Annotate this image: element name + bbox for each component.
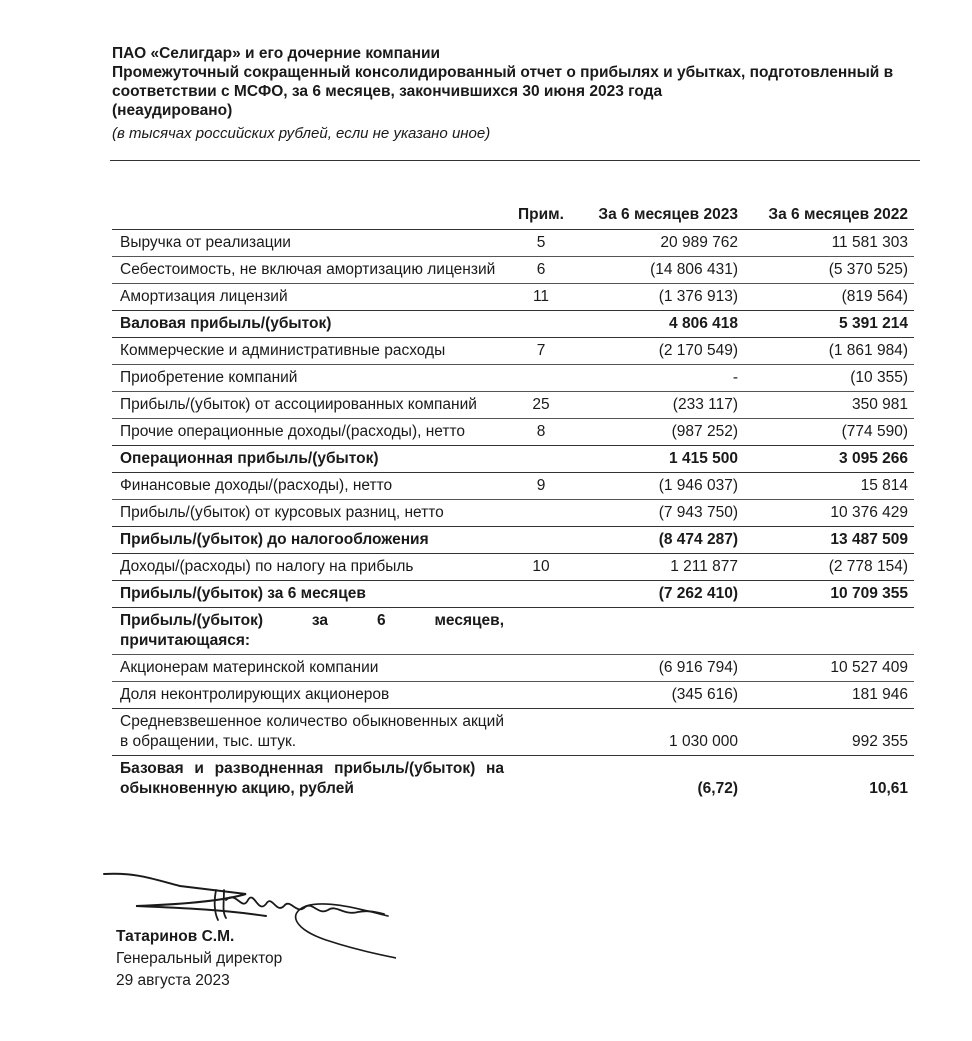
row-label: Доходы/(расходы) по налогу на прибыль [112, 554, 510, 581]
row-value-2023: 1 030 000 [572, 709, 744, 756]
row-value-2023: (233 117) [572, 392, 744, 419]
table-row [112, 709, 914, 756]
table-row [112, 419, 914, 446]
row-value-2023: (8 474 287) [572, 527, 744, 554]
row-label: Амортизация лицензий [112, 284, 510, 311]
income-statement-table [112, 200, 914, 802]
table-row [112, 284, 914, 311]
report-title-line-1: Промежуточный сокращенный консолидированный отчет о прибылях и убытках, подготовленный в [112, 64, 894, 81]
table-row [112, 257, 914, 284]
row-value-2023: (14 806 431) [572, 257, 744, 284]
row-value-2023: (7 262 410) [572, 581, 744, 608]
row-value-2022: 10 709 355 [744, 581, 914, 608]
table-row [112, 500, 914, 527]
row-value-2023: 1 211 877 [572, 554, 744, 581]
row-note [510, 311, 572, 338]
row-note [510, 500, 572, 527]
row-note [510, 581, 572, 608]
table-row [112, 554, 914, 581]
header-divider [110, 160, 920, 161]
column-header-2023: За 6 месяцев 2023 [572, 200, 744, 230]
row-note: 11 [510, 284, 572, 311]
table-row [112, 365, 914, 392]
row-note: 7 [510, 338, 572, 365]
column-header-item [112, 200, 510, 230]
table-row [112, 392, 914, 419]
report-title-line-2: соответствии с МСФО, за 6 месяцев, закончившихся 30 июня 2023 года [112, 83, 663, 100]
row-note: 5 [510, 230, 572, 257]
row-note [510, 365, 572, 392]
row-note [510, 682, 572, 709]
row-value-2023 [572, 608, 744, 655]
signatory-position: Генеральный директор [116, 950, 283, 967]
table-row [112, 682, 914, 709]
row-note [510, 446, 572, 473]
row-value-2022: (2 778 154) [744, 554, 914, 581]
row-note [510, 655, 572, 682]
row-label: Прибыль/(убыток) за 6 месяцев [112, 581, 510, 608]
subtotal-row-profit-before-tax [112, 527, 914, 554]
row-label: Прибыль/(убыток) до налогообложения [112, 527, 510, 554]
row-value-2023: (6,72) [697, 780, 738, 797]
row-value-2023: 1 415 500 [572, 446, 744, 473]
row-value-2023: 4 806 418 [572, 311, 744, 338]
row-value-2022: 15 814 [744, 473, 914, 500]
row-label: Валовая прибыль/(убыток) [112, 311, 510, 338]
row-value-2022: 13 487 509 [744, 527, 914, 554]
row-note: 10 [510, 554, 572, 581]
row-value-2022 [744, 608, 914, 655]
row-note: 8 [510, 419, 572, 446]
row-value-2023: (2 170 549) [572, 338, 744, 365]
row-label: Доля неконтролирующих акционеров [112, 682, 510, 709]
company-name: ПАО «Селигдар» и его дочерние компании [112, 45, 441, 62]
row-label: Прибыль/(убыток) от курсовых разниц, нетто [112, 500, 510, 527]
row-label: Коммерческие и административные расходы [112, 338, 510, 365]
row-value-2022: 5 391 214 [744, 311, 914, 338]
unaudited-note: (неаудировано) [112, 102, 233, 119]
signature-date: 29 августа 2023 [116, 972, 230, 989]
row-value-2022: (5 370 525) [744, 257, 914, 284]
row-value-2022: 10,61 [869, 780, 908, 797]
row-note [510, 709, 572, 756]
report-header [112, 44, 932, 143]
row-label: Прочие операционные доходы/(расходы), нетто [112, 419, 510, 446]
row-value-2022: (774 590) [744, 419, 914, 446]
total-row-net-profit [112, 581, 914, 608]
row-label: Базовая и разводненная прибыль/(убыток) на обыкновенную акцию, рублей [120, 760, 504, 797]
eps-row [112, 756, 914, 803]
row-label: Выручка от реализации [112, 230, 510, 257]
section-heading-row-attributable [112, 608, 914, 655]
row-value-2023: (987 252) [572, 419, 744, 446]
row-label: Себестоимость, не включая амортизацию лицензий [112, 257, 510, 284]
row-value-2023: (345 616) [572, 682, 744, 709]
row-label: Приобретение компаний [112, 365, 510, 392]
row-note [510, 608, 572, 655]
row-value-2023: (7 943 750) [572, 500, 744, 527]
units-note: (в тысячах российских рублей, если не указано иное) [112, 125, 491, 142]
row-note: 9 [510, 473, 572, 500]
row-value-2022: 10 376 429 [744, 500, 914, 527]
row-note [510, 527, 572, 554]
row-label: Прибыль/(убыток) за 6 месяцев, причитающаяся: [112, 608, 510, 655]
column-header-2022: За 6 месяцев 2022 [744, 200, 914, 230]
row-value-2022: (1 861 984) [744, 338, 914, 365]
row-value-2022: 181 946 [744, 682, 914, 709]
row-value-2023: 20 989 762 [572, 230, 744, 257]
row-value-2022: (10 355) [744, 365, 914, 392]
row-note: 6 [510, 257, 572, 284]
row-value-2022: 10 527 409 [744, 655, 914, 682]
row-note: 25 [510, 392, 572, 419]
row-label: Прибыль/(убыток) от ассоциированных компаний [112, 392, 510, 419]
column-header-note: Прим. [510, 200, 572, 230]
row-value-2022: 350 981 [744, 392, 914, 419]
table-header-row [112, 200, 914, 230]
row-value-2023: (6 916 794) [572, 655, 744, 682]
signatory-block [116, 926, 282, 992]
table-row [112, 473, 914, 500]
row-note [510, 756, 572, 803]
row-value-2023: - [572, 365, 744, 392]
row-value-2023: (1 946 037) [572, 473, 744, 500]
row-value-2022: 3 095 266 [744, 446, 914, 473]
row-value-2022: 992 355 [744, 709, 914, 756]
row-value-2022: (819 564) [744, 284, 914, 311]
row-label: Операционная прибыль/(убыток) [112, 446, 510, 473]
subtotal-row-gross-profit [112, 311, 914, 338]
subtotal-row-operating-profit [112, 446, 914, 473]
signatory-name: Татаринов С.М. [116, 928, 235, 945]
row-label: Средневзвешенное количество обыкновенных акций в обращении, тыс. штук. [112, 709, 510, 756]
row-label: Акционерам материнской компании [112, 655, 510, 682]
table-row [112, 338, 914, 365]
table-row [112, 230, 914, 257]
row-value-2022: 11 581 303 [744, 230, 914, 257]
row-label: Финансовые доходы/(расходы), нетто [112, 473, 510, 500]
row-value-2023: (1 376 913) [572, 284, 744, 311]
table-row [112, 655, 914, 682]
